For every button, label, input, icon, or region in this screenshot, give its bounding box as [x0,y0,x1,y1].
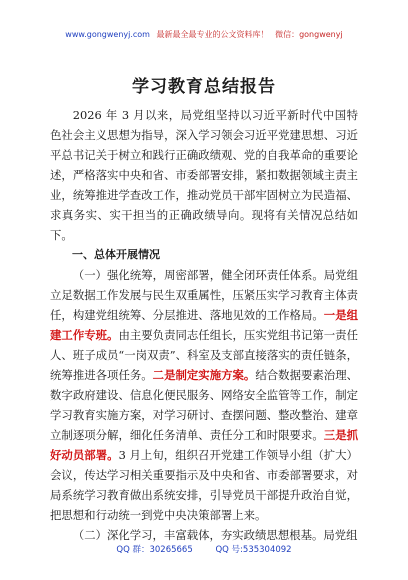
para1-lead: （一）强化统筹，周密部署，健全闭环责任体系。局党组立足数据工作发展与民生双重属性，压紧压实学习教育主体责任，构建党组统筹、分层推进、落地见效的工作格局。 [50,268,358,322]
qq-group-number: QQ 群：30265665 [116,545,193,555]
highlight-point-3: 三是抓好动员部署。 [50,428,358,462]
document-body [50,105,358,545]
para1-text-2: 结合数据要素治理、数字政府建设、信息化便民服务、网络安全监管等工作，制定学习教育实施方案，对学习研讨、查摆问题、整改整治、建章立制逐项分解，细化任务清单、责任分工和时限要求。 [50,368,358,442]
intro-paragraph: 2026 年 3 月以来，局党组坚持以习近平新时代中国特色社会主义思想为指导，深入学习领会习近平党建思想、习近平总书记关于树立和践行正确政绩观、党的自我革命的重要论述，严格落实中央和省、市委部署安排，紧扣数据领域主责主业，统筹推进学查改工作，推动党员干部牢固树立为民造福、求真务实、实干担当的正确政绩导向。现将有关情况总结如下。 [50,108,358,242]
document-title: 学习教育总结报告 [132,77,276,97]
body-paragraph-1 [50,265,358,525]
section-heading: 一、总体开展情况 [72,248,160,261]
contact-footer [0,543,408,555]
highlight-point-2: 二是制定实施方案。 [152,368,256,382]
para1-text-3: 3 月上旬，组织召开党建工作领导小组（扩大）会议，传达学习相关重要指示及中央和省、市委部署要求，对局系统学习教育做出系统安排，引导党员干部提升政治自觉，把思想和行动统一到党中央决策部署上来。 [50,448,358,522]
body-paragraph-2: （二）深化学习，丰富载体，夯实政绩思想根基。局党组 [72,528,358,542]
para1-text-1: 由主要负责同志任组长，压实党组书记第一责任人、班子成员“一岗双责”、科室及支部直接落实的责任链条，统筹推进各项任务。 [50,328,358,382]
site-url-link[interactable]: www.gongwenyj.com [65,30,150,39]
wechat-id: 微信：gongwenyj [275,30,343,39]
highlight-point-1: 一是组建工作专班。 [50,308,358,342]
site-header-banner [0,29,408,40]
qq-number: QQ 号:535304092 [215,545,292,555]
site-slogan: 最新最全最专业的公文资料库！ [156,30,269,39]
